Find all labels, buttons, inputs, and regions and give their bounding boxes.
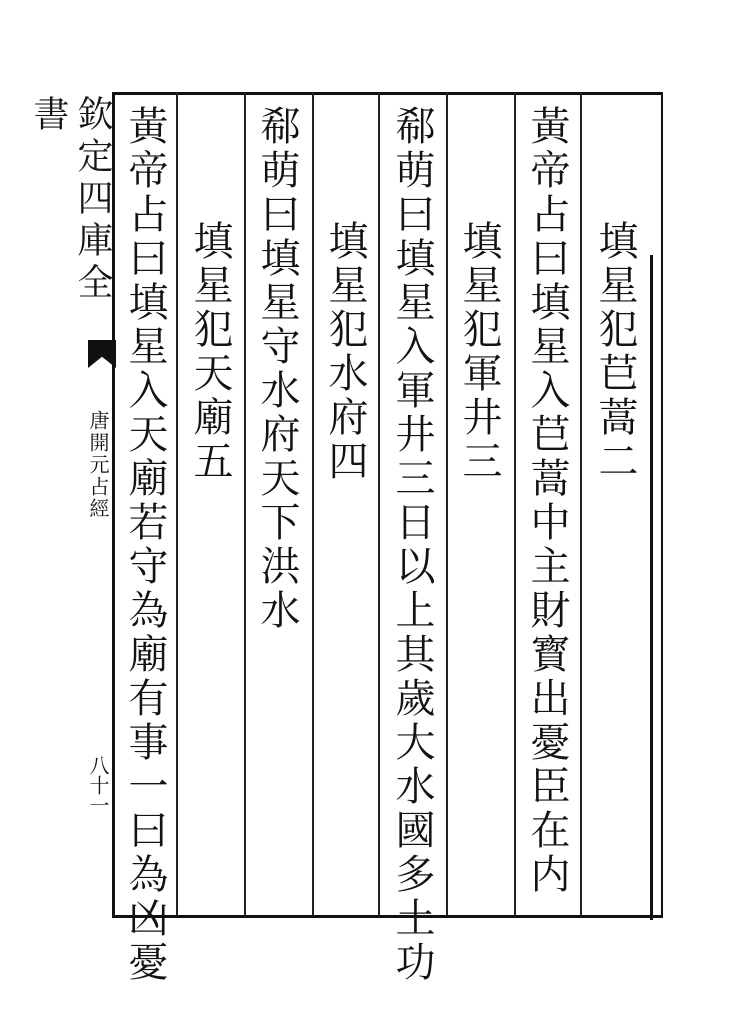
book-title: 欽定四庫全書 [28,95,113,305]
column-rule [176,92,178,915]
text-column: 郗萌曰填星入軍井三日以上其歲大水國多土功 [389,105,435,985]
column-rule [580,92,582,915]
column-rule [378,92,380,915]
text-column: 黃帝占曰填星入天廟若守為廟有事一曰為凶憂 [122,105,168,985]
text-column: 郗萌曰填星守水府天下洪水 [254,105,300,633]
column-rule [312,92,314,915]
text-column: 黃帝占曰填星入𦬊蒿中主財寳出憂臣在内 [524,105,570,897]
heading-column: 填星犯天廟五 [187,220,233,484]
column-rule [446,92,448,915]
heading-column: 填星犯軍井三 [456,220,502,484]
section-title: 唐開元占經 [86,410,110,520]
heading-column: 填星犯𦬊蒿二 [592,220,638,484]
page-number: 八十一 [86,755,110,815]
heading-column: 填星犯水府四 [322,220,368,484]
frame-outer-rule [650,255,653,920]
